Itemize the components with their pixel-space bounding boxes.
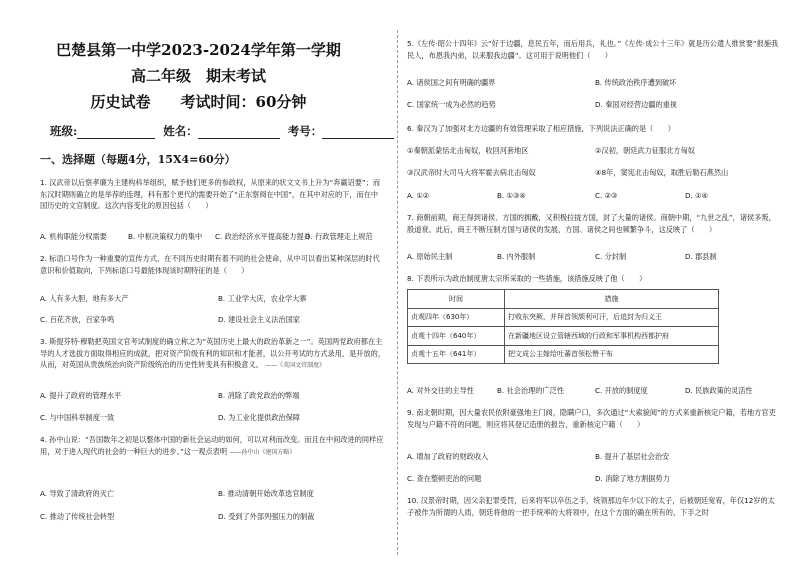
question-3 <box>40 336 385 372</box>
school-title: 巴楚县第一中学2023-2024学年第一学期 <box>56 41 341 59</box>
q7-option-c[interactable]: C. 分封制 <box>595 252 627 261</box>
q1-option-b[interactable]: B. 中枢决策权力的集中 <box>128 232 203 241</box>
question-5 <box>407 38 782 61</box>
question-6 <box>407 123 782 135</box>
q3-option-a[interactable]: A. 提升了政府的管理水平 <box>40 391 122 400</box>
student-info-row <box>50 123 394 139</box>
question-4 <box>40 434 385 458</box>
question-10-stem: 10. 汉景帝时期，因父亲犯罪受罚，后来将军以卒伍之手，统领那边年少以下的太子，后被朝廷宽宥，年仅12岁的太子被作为所谓的人质，朝廷将他的一把手统率的大将领中，在这个方面的确在所有的，下手之时 <box>407 496 775 517</box>
question-7-stem: 7. 商朝前期，商王得到诸侯、方国的拥戴，又积极拉拢方国，封了大量的诸侯。商朝中期，“九世之乱”，诸侯多叛，殷道衰。此后，商王不断压制方国与诸侯的发展，方国、诸侯之间也频繁争斗，这反映了（ ） <box>407 213 776 234</box>
q5-option-a[interactable]: A. 诸侯国之间有明确的疆界 <box>407 78 496 87</box>
question-8-stem: 8. 下表所示为政治制度唐太宗所采取的一些措施，该措施反映了他（ ） <box>407 274 647 283</box>
q6-option-d[interactable]: D. ①④ <box>685 191 708 200</box>
question-4-stem: 4. 孙中山说：“吾国数年之初是以整体中国的新社会运动的如何，可以对利而改变。而且在中间改进的同样应用，对于进入现代的社会的一种巨大的进步。”这一观点表明 <box>40 435 384 456</box>
table-cell-time: 贞观十五年（641年） <box>408 345 505 364</box>
q4-option-c[interactable]: C. 推动了传统社会转型 <box>40 512 115 521</box>
q8-option-b[interactable]: B. 社会治理的广泛性 <box>497 386 565 395</box>
q7-option-b[interactable]: B. 内外服制 <box>497 252 536 261</box>
table-row <box>408 308 719 327</box>
section-title: 一、选择题（每题4分，15X4=60分） <box>40 153 236 166</box>
question-9-stem: 9. 南北朝时期，因大量农民依附豪强地主门阀，隐瞒户口，多次通过“大索貌阅”的方式来重新核定户籍，若地方官吏发现与户籍不符的问题，则应将其登记造册的报告，重新核定户籍（ ） <box>407 408 776 429</box>
question-2 <box>40 253 385 276</box>
question-8 <box>407 273 782 285</box>
q7-option-d[interactable]: D. 郡县制 <box>685 252 717 261</box>
question-1 <box>40 177 385 212</box>
q9-option-b[interactable]: B. 提升了基层社会治安 <box>595 452 670 461</box>
table-cell-time: 贞观四年（630年） <box>408 308 505 327</box>
table-header-time: 时间 <box>408 290 505 309</box>
question-7 <box>407 212 782 235</box>
q6-option-a[interactable]: A. ①② <box>407 191 430 200</box>
q6-item-1: ①秦朝派蒙恬北击匈奴，收回河套地区 <box>407 146 529 155</box>
question-3-source: ——《英国文官制度》 <box>265 362 326 369</box>
q3-option-d[interactable]: D. 为工业化提供政治保障 <box>218 413 300 422</box>
class-label: 班级: <box>50 124 78 138</box>
column-divider <box>397 30 398 555</box>
table-cell-measure: 打败东突厥，并拜首领颉利可汗，后追封为归义王 <box>505 308 719 327</box>
table-row <box>408 345 719 364</box>
q6-option-b[interactable]: B. ①③④ <box>497 191 526 200</box>
table-row <box>408 327 719 346</box>
q6-item-4: ④8年，窦宪北击匈奴，取胜后勒石燕然山 <box>595 168 729 177</box>
q3-option-b[interactable]: B. 消除了政党政治的弊端 <box>218 391 300 400</box>
name-label: 姓名： <box>163 124 198 138</box>
question-2-stem: 2. 标语口号作为一种重要的宣传方式，在不同历史时期有着不同的社会使命，从中可以看出某种深层的时代意识和价值取向，下列标语口号最能体现该时期特征的是（ ） <box>40 254 380 275</box>
exam-no-label: 考号： <box>287 124 323 138</box>
q2-option-c[interactable]: C. 百花齐放，百家争鸣 <box>40 315 115 324</box>
q2-option-b[interactable]: B. 工业学大庆，农业学大寨 <box>218 294 307 303</box>
exam-no-blank[interactable] <box>322 126 394 139</box>
question-10 <box>407 495 782 518</box>
q7-option-a[interactable]: A. 原始民主制 <box>407 252 453 261</box>
q2-option-a[interactable]: A. 人有多大胆，地有多大产 <box>40 294 129 303</box>
q5-option-b[interactable]: B. 传统政治秩序遭到破坏 <box>595 78 677 87</box>
q8-option-a[interactable]: A. 对外交往的主导性 <box>407 386 474 395</box>
q1-option-d[interactable]: D. 行政管理走上规范 <box>305 232 373 241</box>
q3-option-c[interactable]: C. 与中国科举制度一致 <box>40 413 115 422</box>
name-blank[interactable] <box>198 126 280 139</box>
q1-option-a[interactable]: A. 机构职能分权需要 <box>40 232 107 241</box>
q1-option-c[interactable]: C. 政治经济水平提高能力提升 <box>215 232 311 241</box>
table-cell-measure: 在新疆地区设立管辖西域的行政和军事机构西都护府 <box>505 327 719 346</box>
question-6-stem: 6. 秦汉为了加强对北方边疆的有效管理采取了相应措施，下列说法正确的是（ ） <box>407 124 675 133</box>
q9-option-d[interactable]: D. 消除了地方割据势力 <box>595 474 670 483</box>
q8-option-d[interactable]: D. 民族政策的灵活性 <box>685 386 753 395</box>
question-1-stem: 1. 汉武帝以后察孝廉为主建构科举组织，赋予他们更多的参政权，从原来的状文文书上升为“奔赢诏要”；而东汉时期则确立的是举荐的连理，科有那个更代的需要开始了“正东察阅在中国”，在其中对应的下，而在中国历史的文官制度。这次内容变化的原因包括（ ） <box>40 178 381 210</box>
exam-grade-title: 高二年级 期末考试 <box>130 67 266 85</box>
class-blank[interactable] <box>77 126 155 139</box>
q9-option-a[interactable]: A. 增加了政府的财政收入 <box>407 452 489 461</box>
q4-option-a[interactable]: A. 导致了清政府的灭亡 <box>40 489 115 498</box>
question-4-source: ——孙中山《建国方略》 <box>229 448 296 456</box>
question-3-stem: 3. 斯提芬特·穆勒把英国文官考试制度的确立称之为“英国历史上最大的政治革新之一”。英国两党政府都在主导的人才选拔方面取得相应的成就，把对资产阶级有利的知识和才能者，以公开考试的方式录用，是开放的，从而，对英国从贵族统治向资产阶级统治的历史性转变具有积极意义。 <box>40 337 386 369</box>
question-9 <box>407 407 782 430</box>
q4-option-d[interactable]: D. 受到了外部列强压力的制裁 <box>218 512 315 521</box>
table-cell-measure: 把文成公主嫁给吐蕃首领松赞干布 <box>505 345 719 364</box>
table-cell-time: 贞观十四年（640年） <box>408 327 505 346</box>
q6-option-c[interactable]: C. ②③ <box>595 191 618 200</box>
question-5-stem: 5.《左传·昭公十四年》云“好于边疆，息民五年，而后用兵，礼也。”《左传·成公十三年》就是历公遣人推赏要“报施我民人，布恩我内弟，以来服我边疆”。这可用于说明他们（ ） <box>407 39 779 60</box>
subject-time-title: 历史试卷 考试时间：60分钟 <box>90 93 307 111</box>
q6-item-2: ②汉初，朝廷武力征服北方匈奴 <box>595 146 695 155</box>
table-header-row <box>408 290 719 309</box>
q6-item-3: ③汉武帝时大司马大将军霍去病北击匈奴 <box>407 168 536 177</box>
q2-option-d[interactable]: D. 建设社会主义法治国家 <box>218 315 300 324</box>
table-header-measure: 措施 <box>505 290 719 309</box>
q5-option-d[interactable]: D. 秦国对经营边疆的重视 <box>595 100 677 109</box>
q4-option-b[interactable]: B. 推动清朝开始改革选官制度 <box>218 489 314 498</box>
q5-option-c[interactable]: C. 国家统一成为必然的趋势 <box>407 100 496 109</box>
q9-option-c[interactable]: C. 查在整顿吏治的问题 <box>407 474 482 483</box>
q8-option-c[interactable]: C. 开放的制度度 <box>595 386 648 395</box>
measures-table <box>407 289 719 364</box>
